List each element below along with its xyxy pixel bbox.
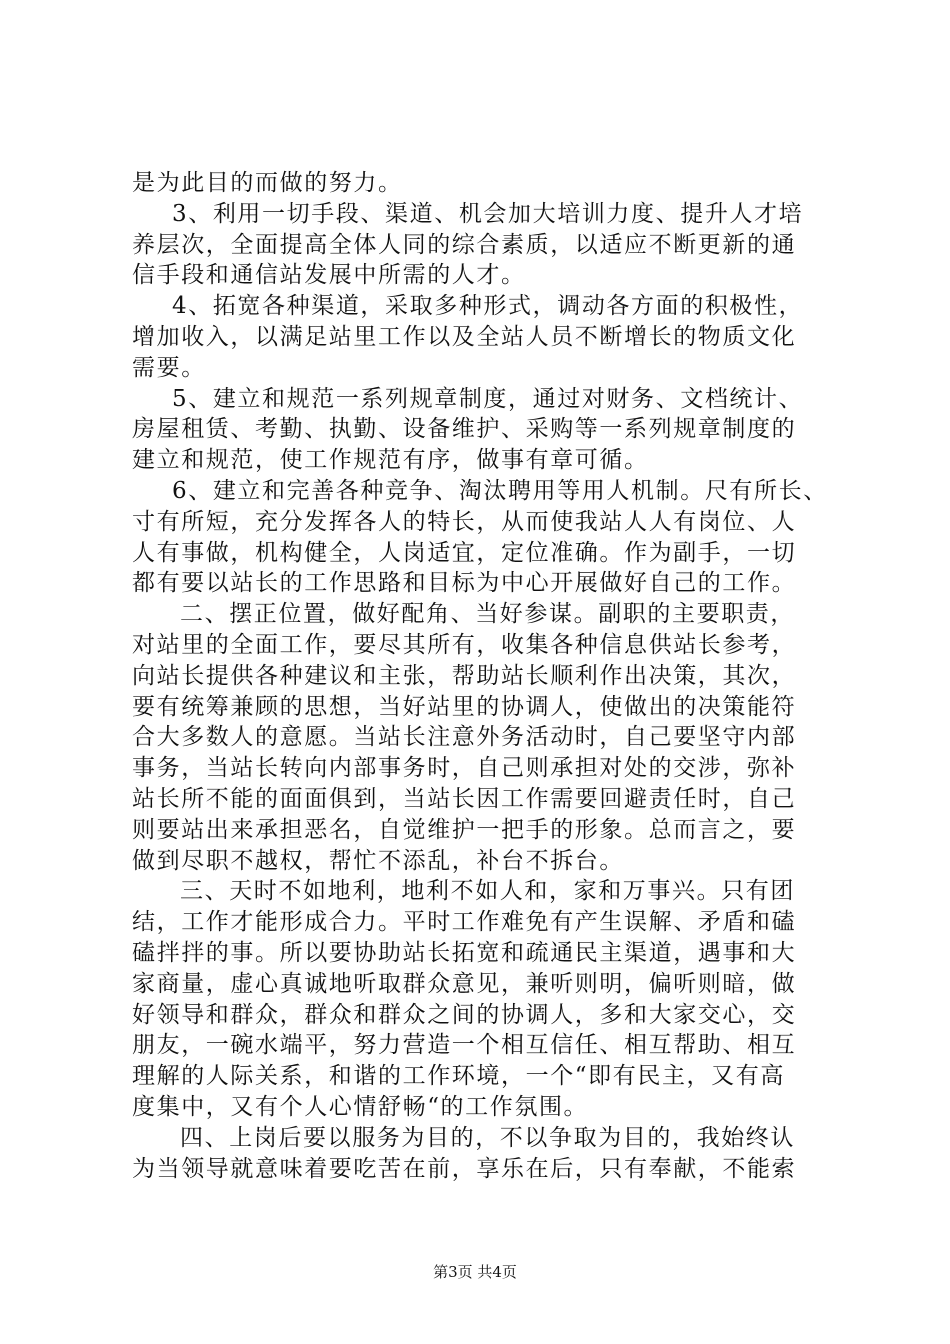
text-line: 都有要以站长的工作思路和目标为中心开展做好自己的工作。	[132, 570, 797, 596]
text-line: 房屋租赁、考勤、执勤、设备维护、采购等一系列规章制度的	[132, 416, 797, 442]
text-line: 站长所不能的面面俱到，当站长因工作需要回避责任时，自己	[132, 786, 797, 812]
text-line: 朋友，一碗水端平，努力营造一个相互信任、相互帮助、相互	[132, 1032, 797, 1058]
text-line: 合大多数人的意愿。当站长注意外务活动时，自己要坚守内部	[132, 724, 797, 750]
text-line: 四、上岗后要以服务为目的，不以争取为目的，我始终认	[180, 1125, 795, 1151]
text-line: 事务，当站长转向内部事务时，自己则承担对处的交涉，弥补	[132, 755, 797, 781]
text-line: 理解的人际关系，和谐的工作环境，一个“即有民主，又有高	[132, 1063, 785, 1089]
text-line: 好领导和群众，群众和群众之间的协调人，多和大家交心，交	[132, 1002, 797, 1028]
text-line: 需要。	[132, 355, 206, 381]
text-line: 磕拌拌的事。所以要协助站长拓宽和疏通民主渠道，遇事和大	[132, 940, 797, 966]
page-footer: 第3页 共4页	[433, 1263, 517, 1281]
text-line: 信手段和通信站发展中所需的人才。	[132, 262, 526, 288]
text-line: 为当领导就意味着要吃苦在前，享乐在后，只有奉献，不能索	[132, 1156, 797, 1182]
text-line: 三、天时不如地利，地利不如人和，家和万事兴。只有团	[180, 878, 795, 904]
text-line: 寸有所短，充分发挥各人的特长，从而使我站人人有岗位、人	[132, 509, 797, 535]
text-line: 对站里的全面工作，要尽其所有，收集各种信息供站长参考，	[132, 632, 797, 658]
text-line: 结，工作才能形成合力。平时工作难免有产生误解、矛盾和磕	[132, 909, 797, 935]
text-line: 5、建立和规范一系列规章制度，通过对财务、文档统计、	[172, 386, 804, 412]
text-line: 向站长提供各种建议和主张，帮助站长顺利作出决策，其次，	[132, 663, 797, 689]
text-line: 二、摆正位置，做好配角、当好参谋。副职的主要职责，	[180, 601, 795, 627]
text-line: 3、利用一切手段、渠道、机会加大培训力度、提升人才培	[172, 201, 804, 227]
text-line: 则要站出来承担恶名，自觉维护一把手的形象。总而言之，要	[132, 817, 797, 843]
text-line: 是为此目的而做的努力。	[132, 170, 403, 196]
text-line: 人有事做，机构健全，人岗适宜，定位准确。作为副手，一切	[132, 540, 797, 566]
text-line: 建立和规范，使工作规范有序，做事有章可循。	[132, 447, 649, 473]
text-line: 增加收入，以满足站里工作以及全站人员不断增长的物质文化	[132, 324, 797, 350]
text-line: 6、建立和完善各种竞争、淘汰聘用等用人机制。尺有所长、	[172, 478, 828, 504]
text-line: 要有统筹兼顾的思想，当好站里的协调人，使做出的决策能符	[132, 694, 797, 720]
text-line: 养层次，全面提高全体人同的综合素质，以适应不断更新的通	[132, 232, 797, 258]
text-line: 4、拓宽各种渠道，采取多种形式，调动各方面的积极性，	[172, 293, 804, 319]
text-line: 做到尽职不越权，帮忙不添乱，补台不拆台。	[132, 848, 624, 874]
text-line: 度集中，又有个人心情舒畅“的工作氛围。	[132, 1094, 589, 1120]
text-line: 家商量，虚心真诚地听取群众意见，兼听则明，偏听则暗，做	[132, 971, 797, 997]
